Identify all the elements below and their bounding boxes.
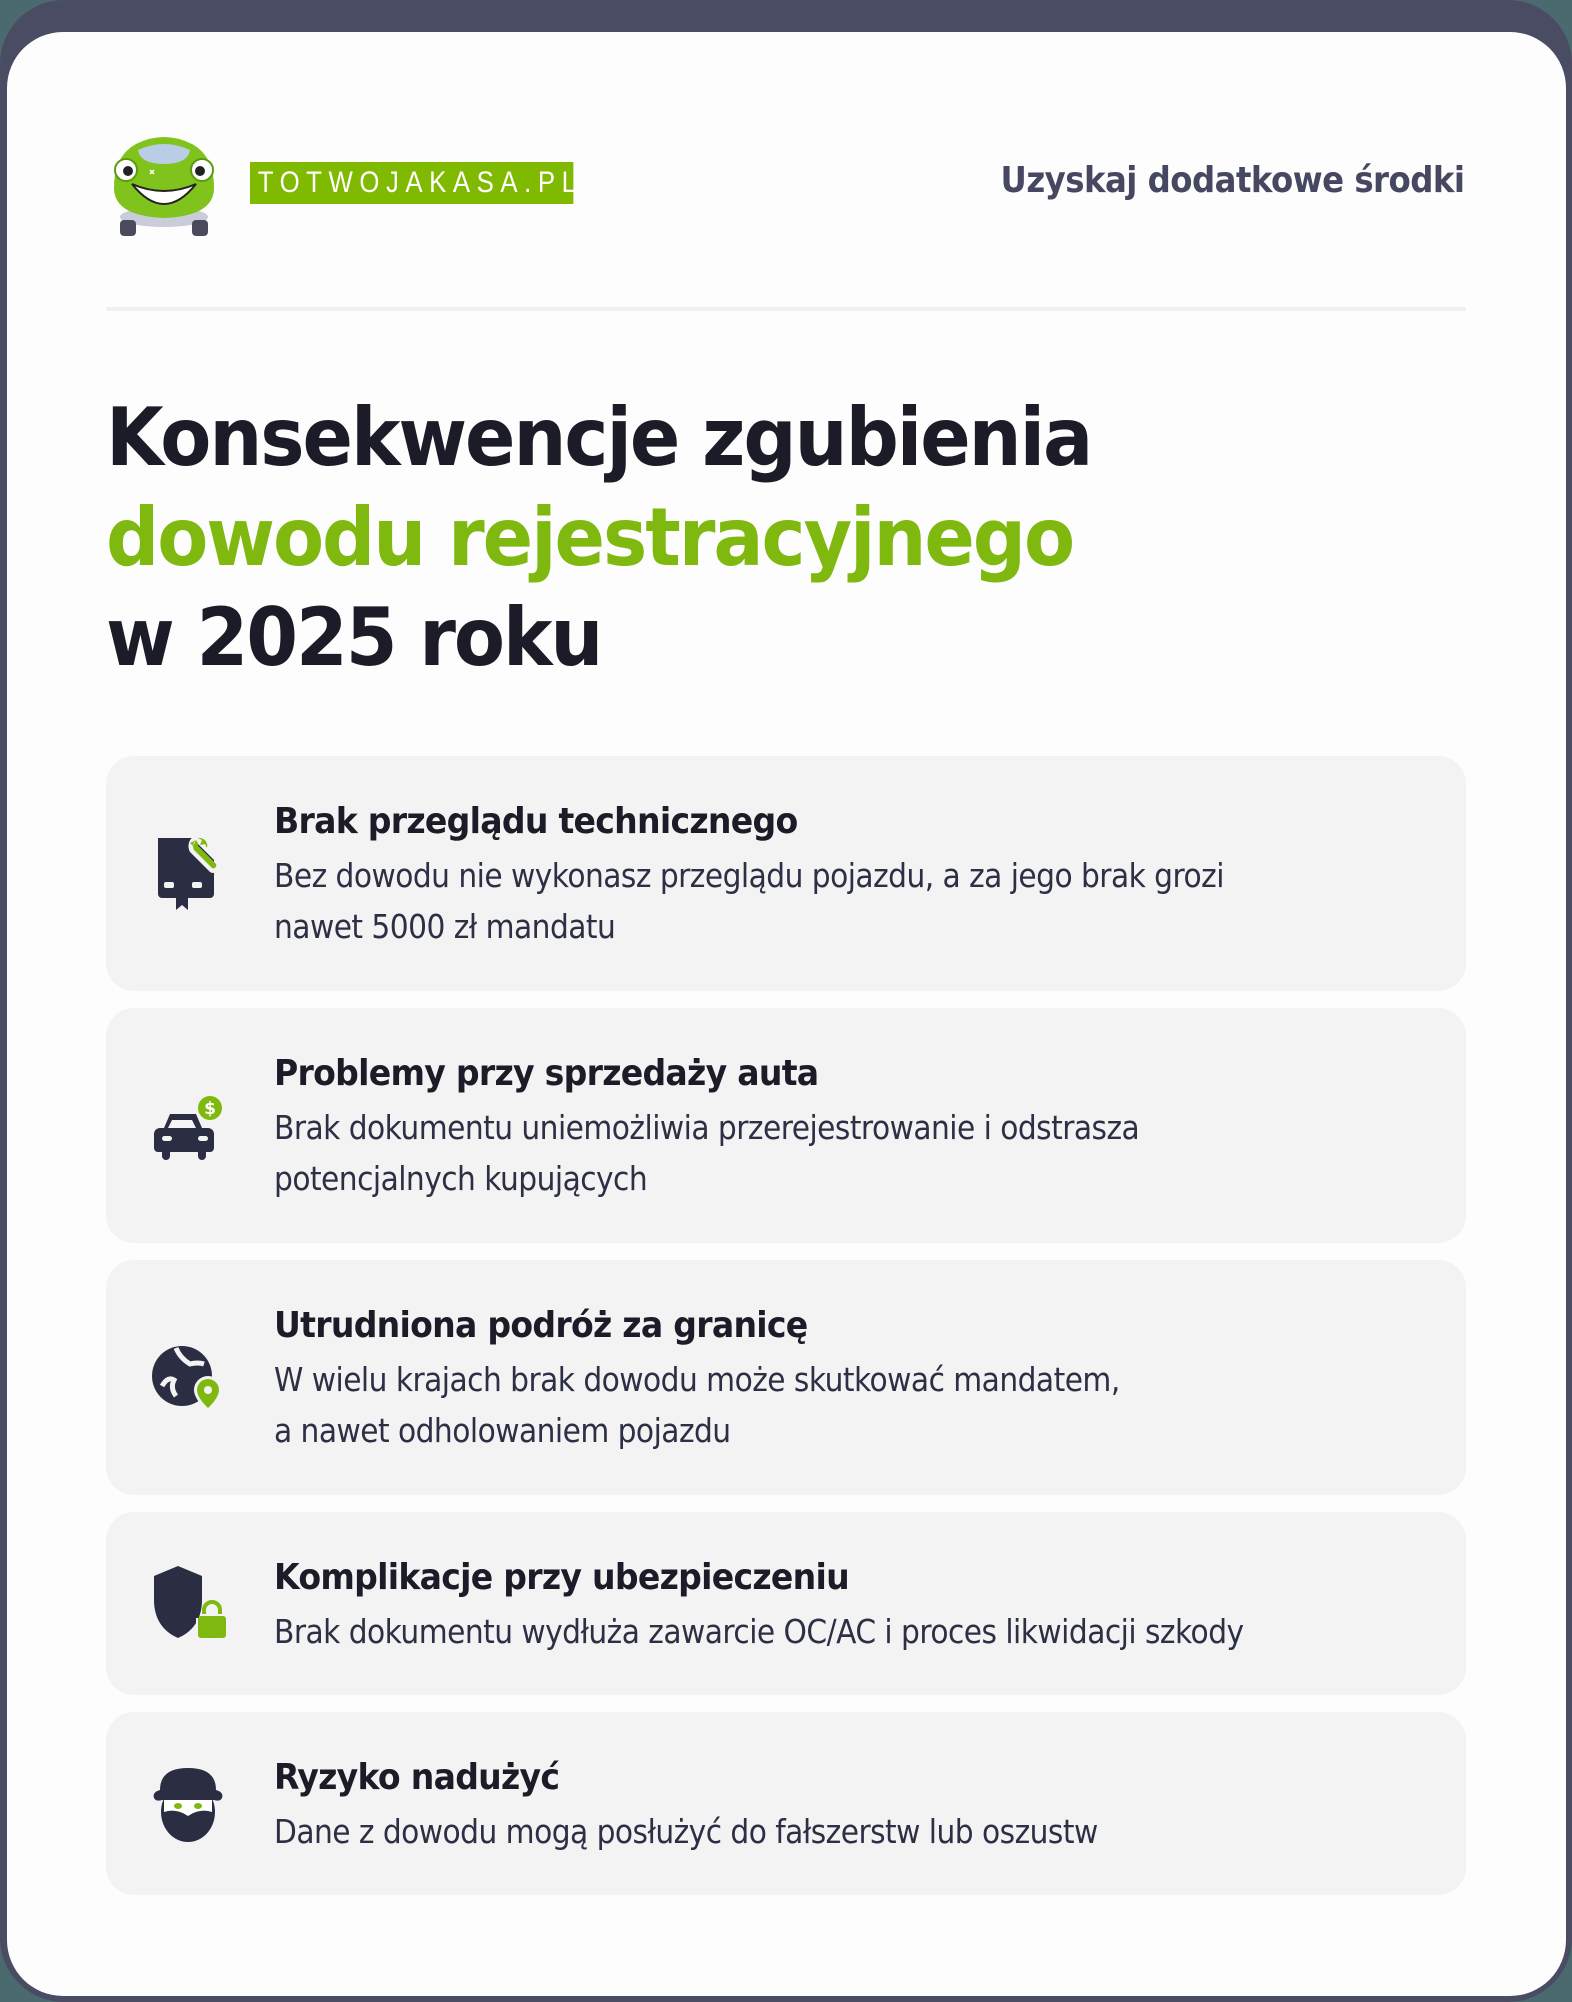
logo-wordmark: TOTWOJAKASA.PL [250,162,573,204]
card-title: Brak przeglądu technicznego [274,801,798,842]
card-description [274,1102,1311,1204]
card-description-line: nawet 5000 zł mandatu [274,907,616,946]
consequence-card-travel [106,1260,1466,1495]
globe-pin-icon [148,1336,232,1420]
card-description [274,1606,1311,1657]
card-description-line: a nawet odholowaniem pojazdu [274,1411,731,1450]
consequence-card-sale [106,1008,1466,1243]
card-description-line: Dane z dowodu mogą posłużyć do fałszerstw lub oszustw [274,1812,1098,1851]
card-title: Problemy przy sprzedaży auta [274,1053,819,1094]
svg-text:$: $ [204,1099,216,1119]
car-dollar-icon [148,1084,232,1168]
get-extra-funds-link[interactable]: Uzyskaj dodatkowe środki [1000,160,1464,201]
card-description [274,1806,1311,1857]
card-title: Utrudniona podróż za granicę [274,1305,808,1346]
consequences-list [106,756,1466,1912]
card-title: Ryzyko nadużyć [274,1757,560,1798]
card-description [274,1354,1311,1456]
smiling-car-logo-icon [106,128,222,238]
consequence-card-inspection [106,756,1466,991]
card-description-line: Brak dokumentu uniemożliwia przerejestrowanie i odstrasza [274,1108,1140,1147]
thief-mask-icon [148,1762,232,1846]
header-divider [106,307,1466,311]
card-description-line: Bez dowodu nie wykonasz przeglądu pojazdu, a za jego brak grozi [274,856,1224,895]
page-title [106,388,1091,688]
consequence-card-insurance [106,1512,1466,1695]
title-line-3: w 2025 roku [106,591,602,684]
card-description-line: Brak dokumentu wydłuża zawarcie OC/AC i proces likwidacji szkody [274,1612,1244,1651]
document-wrench-icon [148,832,232,916]
card-description-line: W wielu krajach brak dowodu może skutkować mandatem, [274,1360,1120,1399]
card-description-line: potencjalnych kupujących [274,1159,648,1198]
site-logo[interactable] [106,128,583,238]
card-description [274,850,1311,952]
card-title: Komplikacje przy ubezpieczeniu [274,1557,849,1598]
consequence-card-fraud [106,1712,1466,1895]
shield-lock-icon [148,1562,232,1646]
title-line-1: Konsekwencje zgubienia [106,391,1092,484]
title-line-2: dowodu rejestracyjnego [106,491,1074,584]
